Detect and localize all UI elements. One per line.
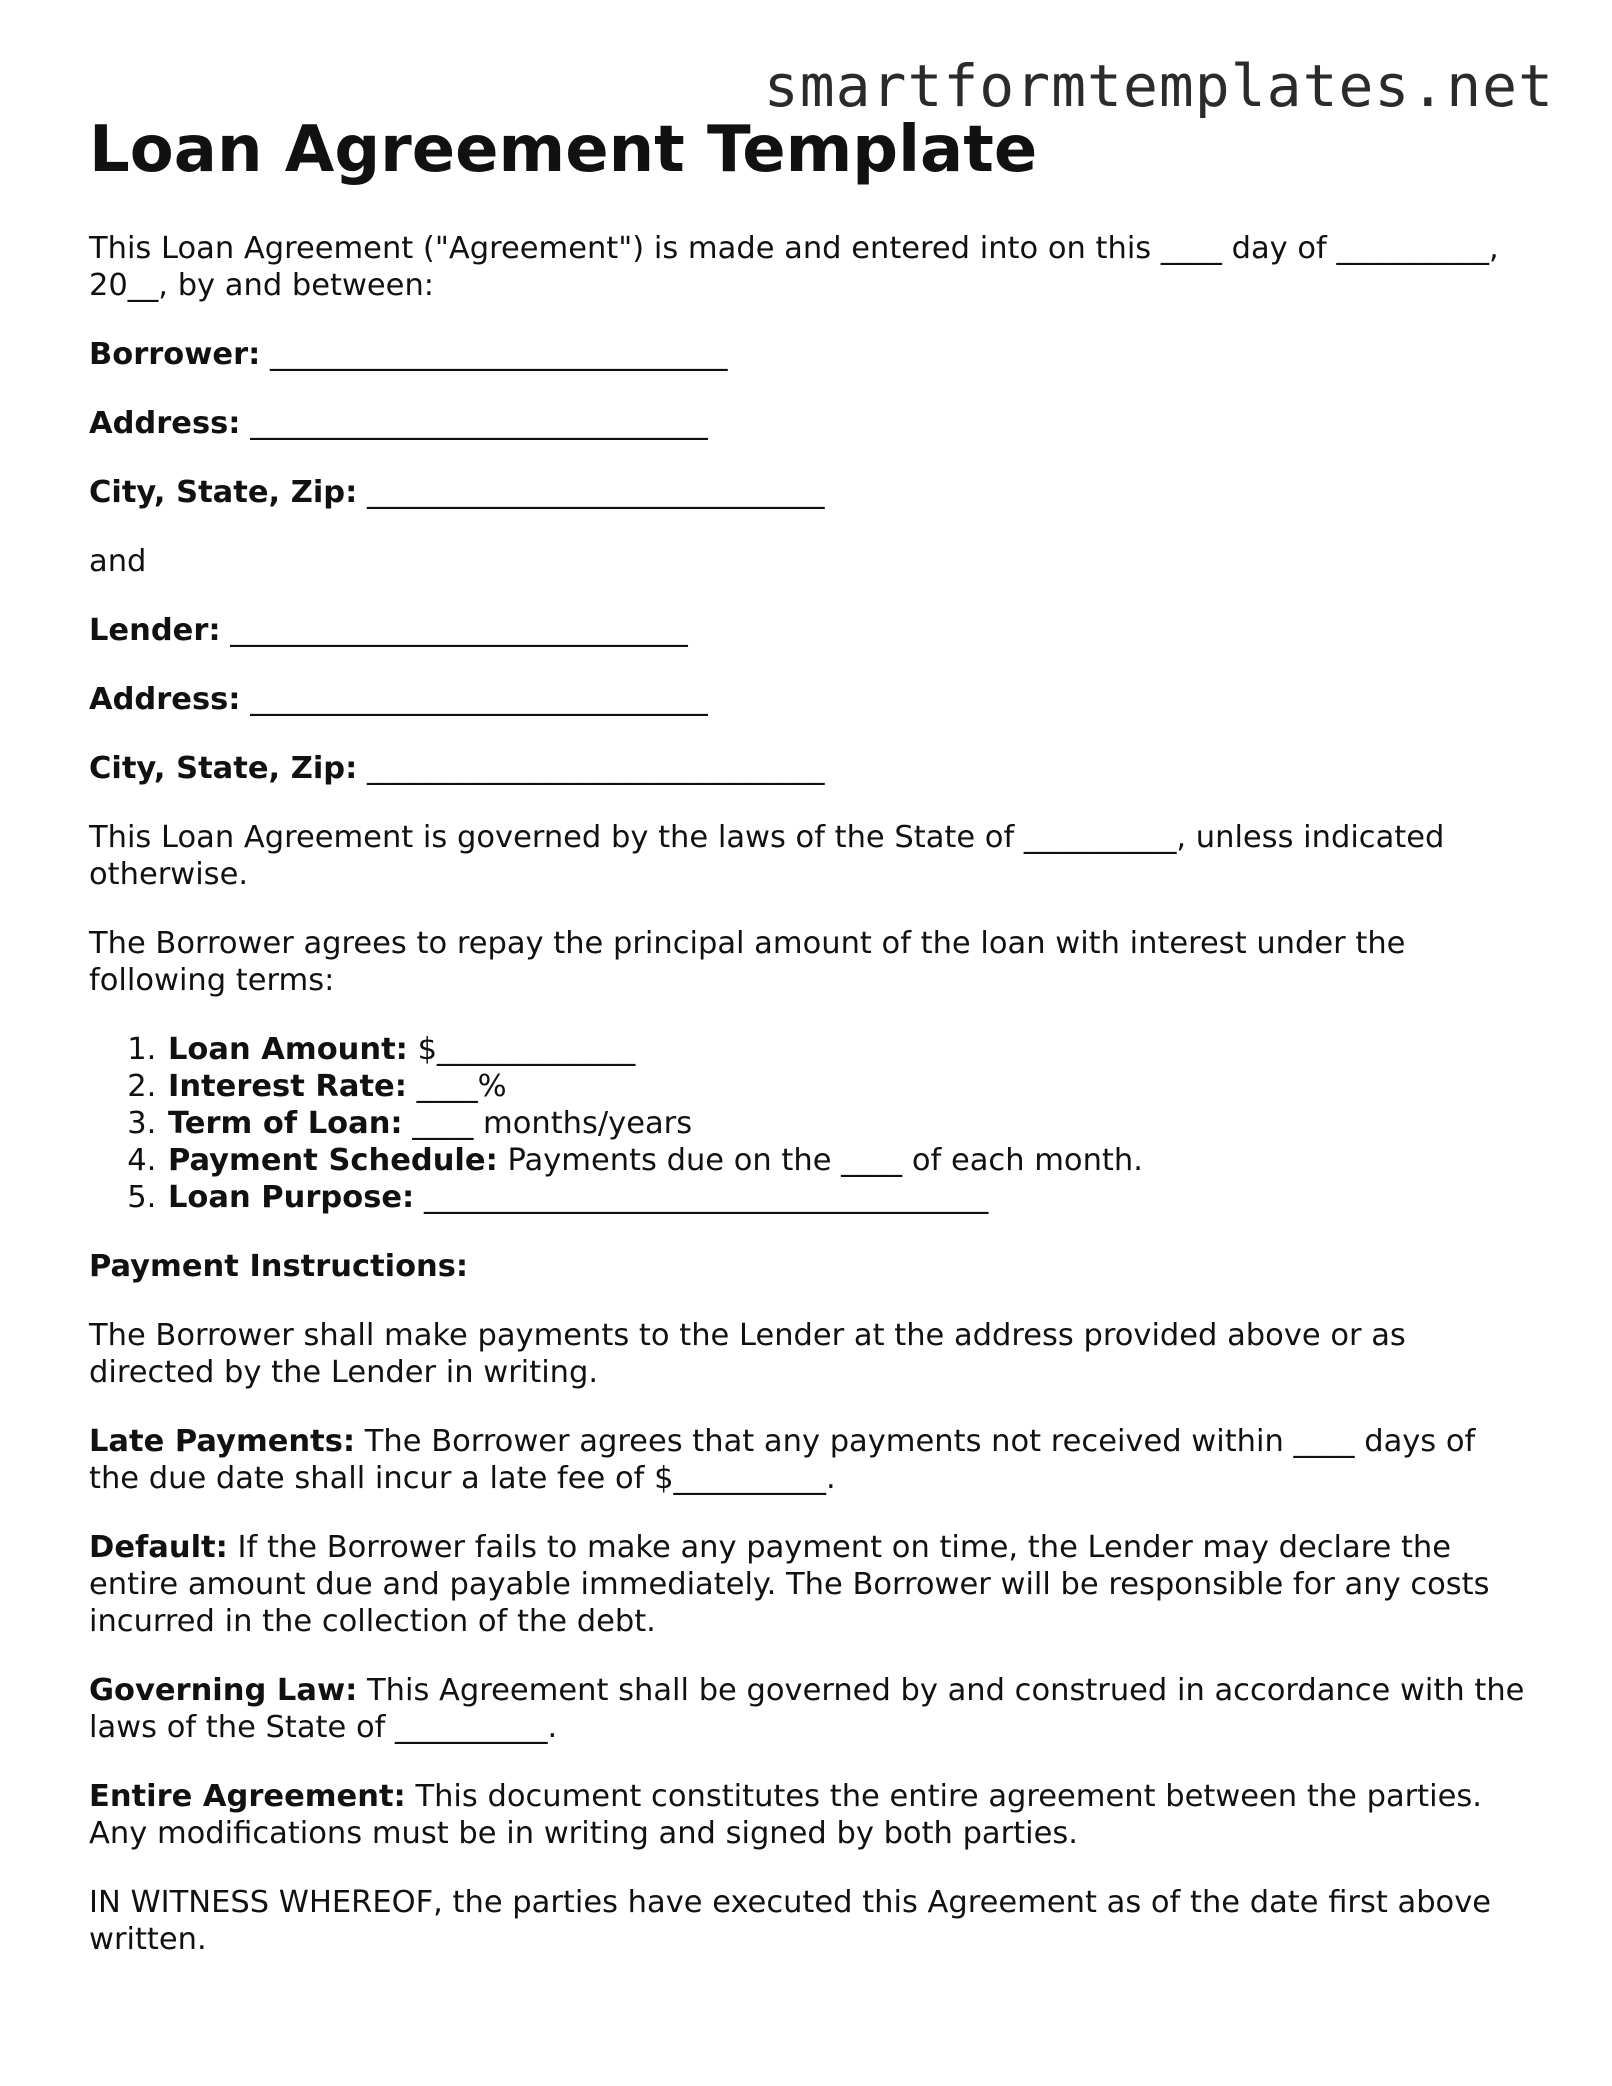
term-value[interactable]: Payments due on the ____ of each month. [507, 1143, 1143, 1178]
list-item [166, 1068, 1529, 1105]
borrower-address-label: Address: [89, 406, 241, 441]
term-value[interactable]: _____________________________________ [423, 1180, 989, 1215]
list-item [166, 1142, 1529, 1179]
governed-paragraph: This Loan Agreement is governed by the laws of the State of __________, unless indicated otherwise. [89, 820, 1445, 892]
list-item [166, 1031, 1529, 1068]
term-label: Interest Rate: [168, 1069, 407, 1104]
and-text: and [89, 544, 147, 579]
term-value[interactable]: ____ months/years [412, 1106, 693, 1141]
late-payments-paragraph [89, 1423, 1529, 1497]
lender-name-field [89, 612, 1529, 649]
borrower-city-blank[interactable]: ______________________________ [367, 475, 825, 510]
borrower-address-field [89, 405, 1529, 442]
lender-city-field [89, 750, 1529, 787]
term-label: Payment Schedule: [168, 1143, 498, 1178]
payment-instructions-heading-text: Payment Instructions: [89, 1249, 469, 1284]
lender-city-label: City, State, Zip: [89, 751, 358, 786]
lender-address-blank[interactable]: ______________________________ [250, 682, 708, 717]
document-body [89, 230, 1529, 1990]
borrower-city-label: City, State, Zip: [89, 475, 358, 510]
site-watermark: smartformtemplates.net [763, 52, 1554, 120]
payment-instructions-heading [89, 1248, 1529, 1285]
repay-paragraph: The Borrower agrees to repay the principal amount of the loan with interest under the following terms: [89, 926, 1406, 998]
lender-city-blank[interactable]: ______________________________ [367, 751, 825, 786]
entire-agreement-paragraph [89, 1778, 1529, 1852]
intro-paragraph: This Loan Agreement ("Agreement") is made and entered into on this ____ day of __________, 20__, by and between: [89, 231, 1499, 303]
list-item [166, 1179, 1529, 1216]
borrower-name-label: Borrower: [89, 337, 261, 372]
borrower-city-field [89, 474, 1529, 511]
late-payments-text: The Borrower agrees that any payments not received within ____ days of the due date shall incur a late fee of $__________. [89, 1424, 1476, 1496]
default-text: If the Borrower fails to make any payment on time, the Lender may declare the entire amount due and payable immediately. The Borrower will be responsible for any costs incurred in the collection of the debt. [89, 1530, 1490, 1639]
terms-list [89, 1031, 1529, 1216]
borrower-name-field [89, 336, 1529, 373]
default-paragraph [89, 1529, 1529, 1640]
governing-law-paragraph [89, 1672, 1529, 1746]
payment-instructions-paragraph: The Borrower shall make payments to the Lender at the address provided above or as directed by the Lender in writing. [89, 1318, 1406, 1390]
term-label: Loan Purpose: [168, 1180, 415, 1215]
default-label: Default: [89, 1530, 228, 1565]
term-value[interactable]: $_____________ [417, 1032, 636, 1067]
term-label: Term of Loan: [168, 1106, 403, 1141]
borrower-name-blank[interactable]: ______________________________ [270, 337, 728, 372]
governing-law-text: This Agreement shall be governed by and construed in accordance with the laws of the State of __________. [89, 1673, 1525, 1745]
term-value[interactable]: ____% [416, 1069, 507, 1104]
list-item [166, 1105, 1529, 1142]
lender-name-label: Lender: [89, 613, 221, 648]
borrower-address-blank[interactable]: ______________________________ [250, 406, 708, 441]
witness-paragraph: IN WITNESS WHEREOF, the parties have executed this Agreement as of the date first above written. [89, 1885, 1492, 1957]
governing-law-label: Governing Law: [89, 1673, 358, 1708]
page-title: Loan Agreement Template [89, 113, 1038, 187]
lender-address-field [89, 681, 1529, 718]
lender-name-blank[interactable]: ______________________________ [230, 613, 688, 648]
late-payments-label: Late Payments: [89, 1424, 356, 1459]
lender-address-label: Address: [89, 682, 241, 717]
entire-agreement-text: This document constitutes the entire agreement between the parties. Any modifications must be in writing and signed by both parties. [89, 1779, 1482, 1851]
term-label: Loan Amount: [168, 1032, 408, 1067]
entire-agreement-label: Entire Agreement: [89, 1779, 406, 1814]
